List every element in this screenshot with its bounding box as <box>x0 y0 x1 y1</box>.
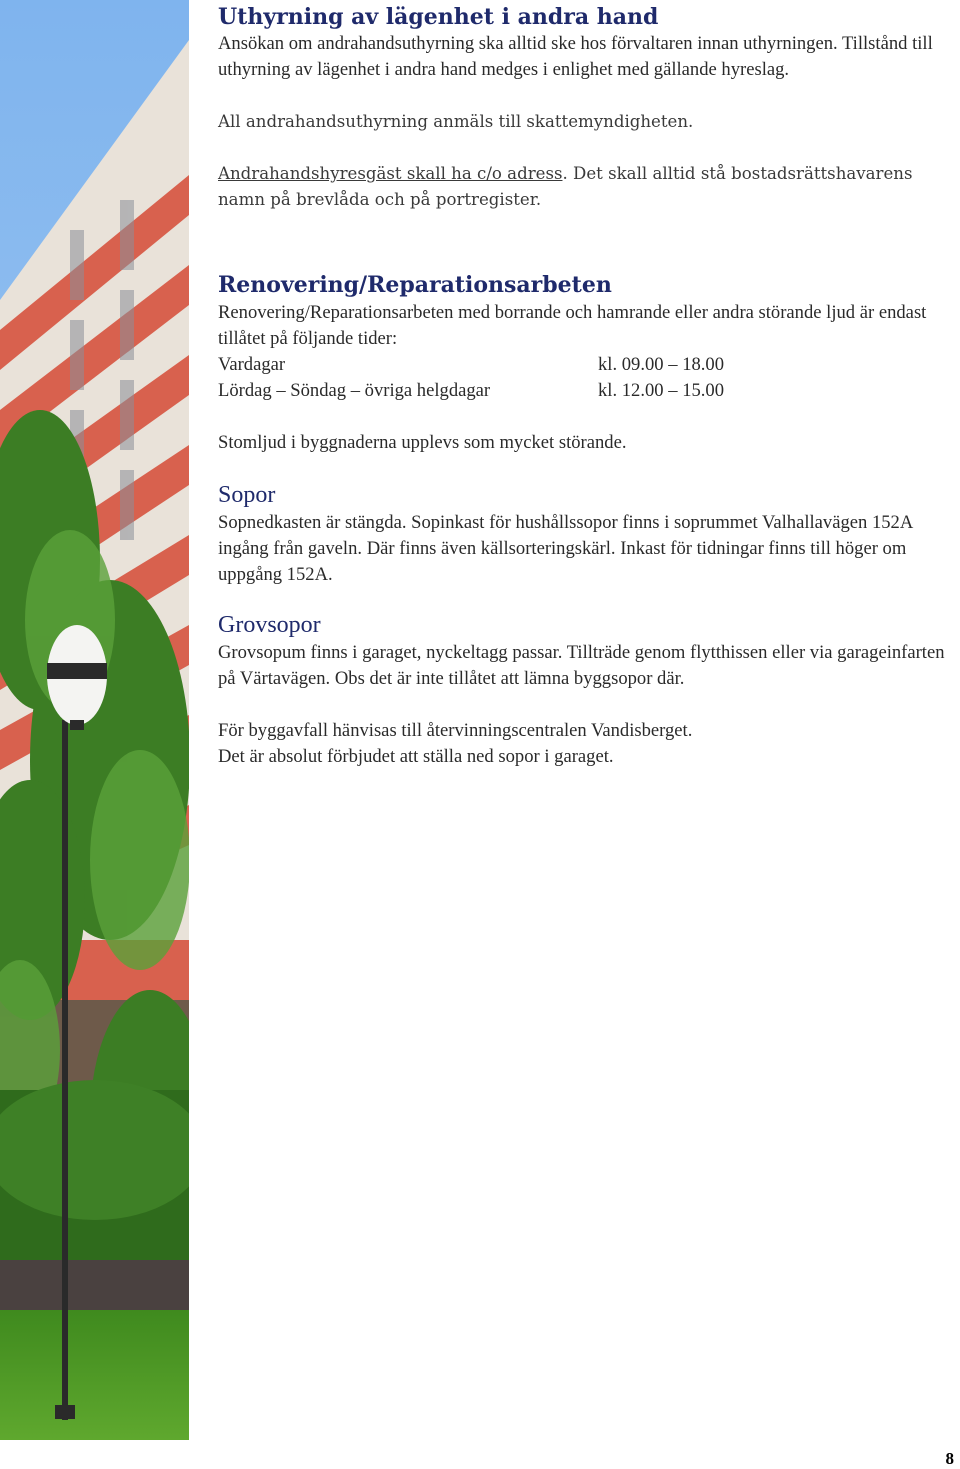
bulky-waste-heading: Grovsopor <box>218 612 321 638</box>
rental-section <box>218 2 958 213</box>
renovation-intro: Renovering/Reparationsarbeten med borrande och hamrande eller andra störande ljud är endast tillåtet på följande tider: <box>218 302 927 349</box>
rental-heading: Uthyrning av lägenhet i andra hand <box>218 4 659 30</box>
schedule-days: Vardagar <box>218 354 286 375</box>
schedule-row <box>218 352 958 378</box>
page-number: 8 <box>945 1449 954 1468</box>
bulky-waste-text-2b: Det är absolut förbjudet att ställa ned sopor i garaget. <box>218 746 614 767</box>
schedule-days: Lördag – Söndag – övriga helgdagar <box>218 380 491 401</box>
renovation-heading: Renovering/Reparationsarbeten <box>218 272 612 298</box>
renovation-note: Stomljud i byggnaderna upplevs som mycket störande. <box>218 432 627 453</box>
co-address-text: Andrahandshyresgäst skall ha c/o adress <box>218 164 563 183</box>
bulky-waste-section <box>218 610 958 770</box>
schedule-time: kl. 12.00 – 15.00 <box>598 380 725 401</box>
garbage-section <box>218 480 958 588</box>
schedule-time: kl. 09.00 – 18.00 <box>598 354 725 375</box>
rental-paragraph-3 <box>218 161 958 213</box>
renovation-section <box>218 270 958 456</box>
bulky-waste-text-2a: För byggavfall hänvisas till återvinningscentralen Vandisberget. <box>218 720 693 741</box>
rental-paragraph-2: All andrahandsuthyrning anmäls till skattemyndigheten. <box>218 112 694 131</box>
rental-paragraph-3-rest: . Det skall alltid stå bostadsrättshavarens namn på brevlåda och på portregister. <box>218 164 913 209</box>
rental-paragraph-1: Ansökan om andrahandsuthyrning ska alltid ske hos förvaltaren innan uthyrningen. Tillstånd till uthyrning av lägenhet i andra hand medges i enlighet med gällande hyreslag. <box>218 33 933 80</box>
building-photo <box>0 0 189 1440</box>
garbage-text: Sopnedkasten är stängda. Sopinkast för hushållssopor finns i soprummet Valhallavägen 152A ingång från gaveln. Där finns även källsorteringskärl. Inkast för tidningar finns till höger om uppgång 152A. <box>218 512 913 585</box>
garbage-heading: Sopor <box>218 482 276 508</box>
schedule-row <box>218 378 958 404</box>
bulky-waste-text-1: Grovsopum finns i garaget, nyckeltagg passar. Tillträde genom flytthissen eller via garageinfarten på Värtavägen. Obs det är inte tillåtet att lämna byggsopor där. <box>218 642 945 689</box>
